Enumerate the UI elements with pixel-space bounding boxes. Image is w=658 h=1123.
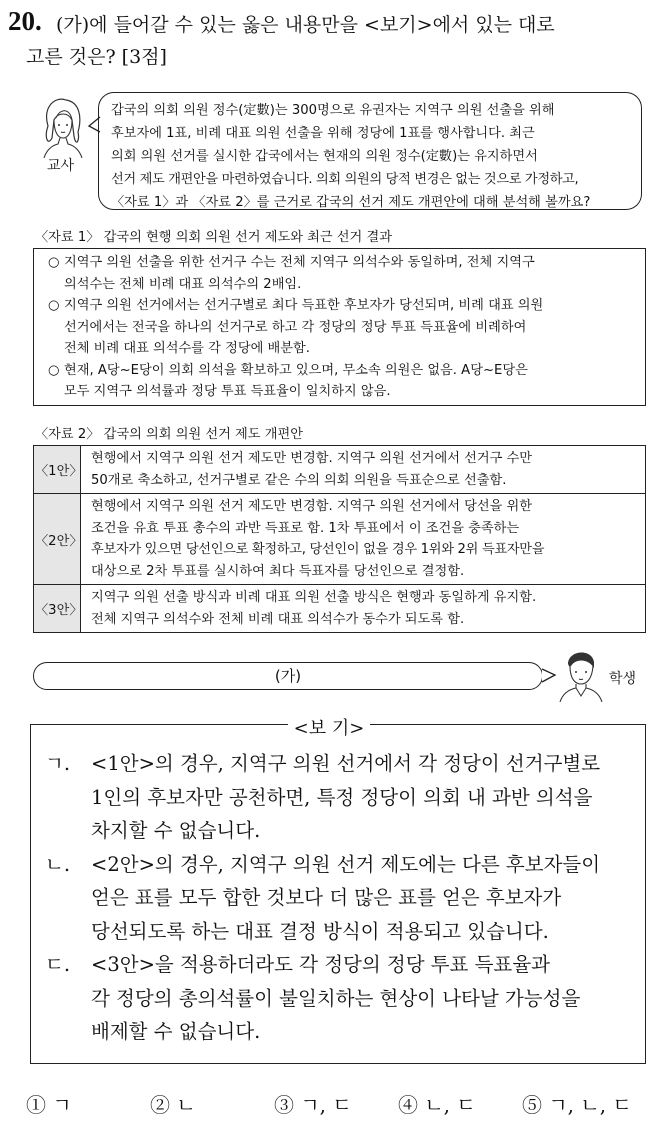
plan-label: 〈3안〉 xyxy=(34,585,81,633)
plan-line: 지역구 의원 선출 방식과 비례 대표 의원 선출 방식은 현행과 동일하게 유지함. xyxy=(91,590,537,605)
bogi-text: <2안>의 경우, 지역구 의원 선거 제도에는 다른 후보자들이 xyxy=(91,852,601,876)
plan-line: 50개로 축소하고, 선거구별로 같은 수의 의회 의원을 득표순으로 선출함. xyxy=(91,472,507,488)
question-text-line-1: (가)에 들어갈 수 있는 옳은 내용만을 <보기>에서 있는 대로 xyxy=(56,14,555,36)
data1-text: 현재, A당~E당이 의회 의석을 확보하고 있으며, 무소속 의원은 없음. A당~E당은 xyxy=(64,362,528,378)
data2-table xyxy=(33,445,646,633)
teacher-label: 교사 xyxy=(47,158,75,174)
data1-text: 지역구 의원 선거에서는 선거구별로 최다 득표한 후보자가 당선되며, 비례 대표 의원 xyxy=(64,298,544,313)
bogi-text: 각 정당의 총의석률이 불일치하는 현상이 나타날 가능성을 xyxy=(91,986,581,1010)
choice-4[interactable]: ④ ㄴ, ㄷ xyxy=(398,1093,476,1117)
plan-text xyxy=(81,446,646,494)
data1-text: 선거에서는 전국을 하나의 선거구로 하고 각 정당의 정당 투표 득표율에 비례하여 xyxy=(64,319,527,335)
choice-5[interactable]: ⑤ ㄱ, ㄴ, ㄷ xyxy=(522,1093,632,1117)
data2-title: 〈자료 2〉 갑국의 의회 의원 선거 제도 개편안 xyxy=(35,427,303,442)
bogi-text: <1안>의 경우, 지역구 의원 선거에서 각 정당이 선거구별로 xyxy=(91,752,601,775)
teacher-line: 갑국의 의회 의원 정수(定數)는 300명으로 유권자는 지역구 의원 선출을 위해 xyxy=(111,103,555,118)
bullet-icon: ○ xyxy=(48,362,60,378)
plan-line: 현행에서 지역구 의원 선거 제도만 변경함. 지역구 의원 선거에서 당선을 위한 xyxy=(91,499,533,514)
data1-text: 의석수는 전체 비례 대표 의석수의 2배임. xyxy=(64,276,302,292)
teacher-speech-bubble xyxy=(98,92,642,210)
teacher-illustration xyxy=(34,96,90,158)
data1-title: 〈자료 1〉 갑국의 현행 의회 의원 선거 제도와 최근 선거 결과 xyxy=(35,230,392,245)
student-speech-bubble: (가) xyxy=(33,662,543,690)
question-text-line-2: 고른 것은? [3점] xyxy=(26,46,167,68)
plan-row xyxy=(34,585,646,633)
choice-2[interactable]: ② ㄴ xyxy=(150,1093,196,1117)
teacher-line: 의회 의원 선거를 실시한 갑국에서는 현재의 의원 정수(定數)는 유지하면서 xyxy=(111,149,538,164)
plan-line: 전체 지역구 의석수와 전체 비례 대표 의석수가 동수가 되도록 함. xyxy=(91,611,465,627)
teacher-line: 후보자에 1표, 비례 대표 의원 선출을 위해 정당에 1표를 행사합니다. 최근 xyxy=(111,126,535,141)
bogi-text: 1인의 후보자만 공천하면, 특정 정당이 의회 내 과반 의석을 xyxy=(91,785,593,809)
plan-text xyxy=(81,585,646,633)
student-bubble-tail xyxy=(541,667,557,685)
plan-line: 대상으로 2차 투표를 실시하여 최다 득표자를 당선인으로 결정함. xyxy=(91,563,465,579)
bogi-text: 당선되도록 하는 대표 결정 방식이 적용되고 있습니다. xyxy=(91,919,549,943)
plan-text xyxy=(81,494,646,585)
student-label: 학생 xyxy=(609,671,637,687)
plan-line: 현행에서 지역구 의원 선거 제도만 변경함. 지역구 의원 선거에서 선거구 수만 xyxy=(91,451,533,466)
student-illustration xyxy=(558,646,604,702)
bogi-title: <보 기> xyxy=(288,718,371,739)
plan-row xyxy=(34,494,646,585)
bogi-box xyxy=(30,724,646,1064)
data1-text: 모두 지역구 의석률과 정당 투표 득표율이 일치하지 않음. xyxy=(64,384,391,399)
question-number: 20. xyxy=(8,6,42,36)
bogi-title-wrap xyxy=(0,714,658,740)
bogi-mark: ㄴ. xyxy=(45,852,71,876)
plan-line: 후보자가 있으면 당선인으로 확정하고, 당선인이 없을 경우 1위와 2위 득표자만을 xyxy=(91,542,545,557)
teacher-line: 〈자료 1〉과 〈자료 2〉를 근거로 갑국의 선거 제도 개편안에 대해 분석해 볼까요? xyxy=(111,195,591,210)
choice-3[interactable]: ③ ㄱ, ㄷ xyxy=(274,1093,352,1117)
bullet-icon: ○ xyxy=(48,255,60,270)
choice-1[interactable]: ① ㄱ xyxy=(26,1093,72,1117)
bogi-text: 차지할 수 없습니다. xyxy=(91,819,261,842)
bogi-mark: ㄷ. xyxy=(45,953,71,976)
plan-line: 조건을 유효 투표 총수의 과반 득표로 함. 1차 투표에서 이 조건을 충족하는 xyxy=(91,520,520,536)
bogi-text: 얻은 표를 모두 합한 것보다 더 많은 표를 얻은 후보자가 xyxy=(91,886,562,909)
bogi-text: <3안>을 적용하더라도 각 정당의 정당 투표 득표율과 xyxy=(91,953,551,976)
plan-row xyxy=(34,446,646,494)
plan-label: 〈1안〉 xyxy=(34,446,81,494)
teacher-line: 선거 제도 개편안을 마련하였습니다. 의회 의원의 당적 변경은 없는 것으로 가정하고, xyxy=(111,172,579,187)
bogi-mark: ㄱ. xyxy=(45,752,71,775)
plan-label: 〈2안〉 xyxy=(34,494,81,585)
bogi-text: 배제할 수 없습니다. xyxy=(91,1020,261,1043)
data1-text: 전체 비례 대표 의석수를 각 정당에 배분함. xyxy=(64,341,310,356)
data1-text: 지역구 의원 선출을 위한 선거구 수는 전체 지역구 의석수와 동일하며, 전체 지역구 xyxy=(64,255,535,270)
bullet-icon: ○ xyxy=(48,298,60,313)
data1-box xyxy=(33,248,646,406)
